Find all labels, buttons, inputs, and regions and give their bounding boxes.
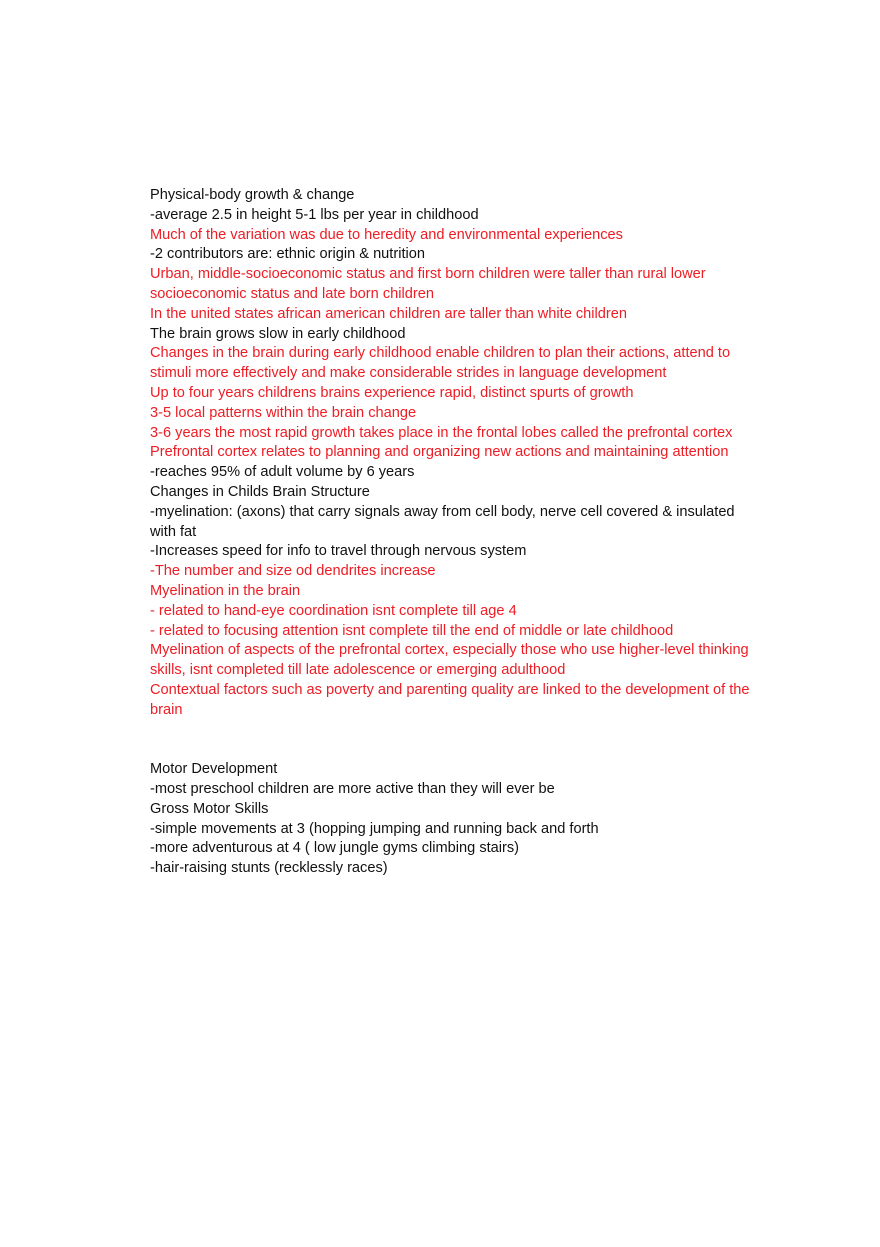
text-line: Physical-body growth & change <box>150 187 355 203</box>
text-line: -The number and size od dendrites increase <box>150 563 436 580</box>
document-body <box>150 186 750 879</box>
text-line: 3-5 local patterns within the brain change <box>150 404 417 421</box>
text-line: Gross Motor Skills <box>150 800 269 817</box>
text-line: -reaches 95% of adult volume by 6 years <box>150 464 415 481</box>
section-physical-growth <box>150 186 750 721</box>
text-line: Motor Development <box>150 761 278 778</box>
text-line: Changes in the brain during early childhood enable children to plan their actions, attend to stimuli more effectively and make considerable strides in language development <box>150 345 731 382</box>
text-line: 3-6 years the most rapid growth takes place in the frontal lobes called the prefrontal cortex <box>150 424 733 441</box>
text-line: -more adventurous at 4 ( low jungle gyms climbing stairs) <box>150 840 520 857</box>
text-line: In the united states african american children are taller than white children <box>150 305 627 322</box>
text-line: The brain grows slow in early childhood <box>150 325 406 342</box>
text-line: Myelination in the brain <box>150 582 301 599</box>
section-spacer <box>150 721 750 761</box>
text-line: -simple movements at 3 (hopping jumping and running back and forth <box>150 820 599 837</box>
text-line: -most preschool children are more active than they will ever be <box>150 780 555 797</box>
text-line: -average 2.5 in height 5-1 lbs per year in childhood <box>150 206 479 223</box>
text-line: Urban, middle-socioeconomic status and first born children were taller than rural lower socioeconomic status and late born children <box>150 266 706 302</box>
text-line: Myelination of aspects of the prefrontal cortex, especially those who use higher-level thinking skills, isnt completed till late adolescence or emerging adulthood <box>150 642 749 679</box>
text-line: Up to four years childrens brains experience rapid, distinct spurts of growth <box>150 384 634 401</box>
section-motor-development <box>150 760 750 879</box>
text-line: - related to focusing attention isnt complete till the end of middle or late childhood <box>150 622 674 639</box>
text-line: -2 contributors are: ethnic origin & nutrition <box>150 246 425 263</box>
text-line: Changes in Childs Brain Structure <box>150 483 370 500</box>
text-line: Prefrontal cortex relates to planning and organizing new actions and maintaining attention <box>150 444 729 461</box>
text-line: Much of the variation was due to heredity and environmental experiences <box>150 226 623 243</box>
text-line: -myelination: (axons) that carry signals away from cell body, nerve cell covered & insulated with fat <box>150 503 735 540</box>
text-line: - related to hand-eye coordination isnt complete till age 4 <box>150 602 517 619</box>
text-line: Contextual factors such as poverty and parenting quality are linked to the development of the brain <box>150 681 750 718</box>
text-line: -Increases speed for info to travel through nervous system <box>150 543 527 560</box>
text-line: -hair-raising stunts (recklessly races) <box>150 860 388 877</box>
